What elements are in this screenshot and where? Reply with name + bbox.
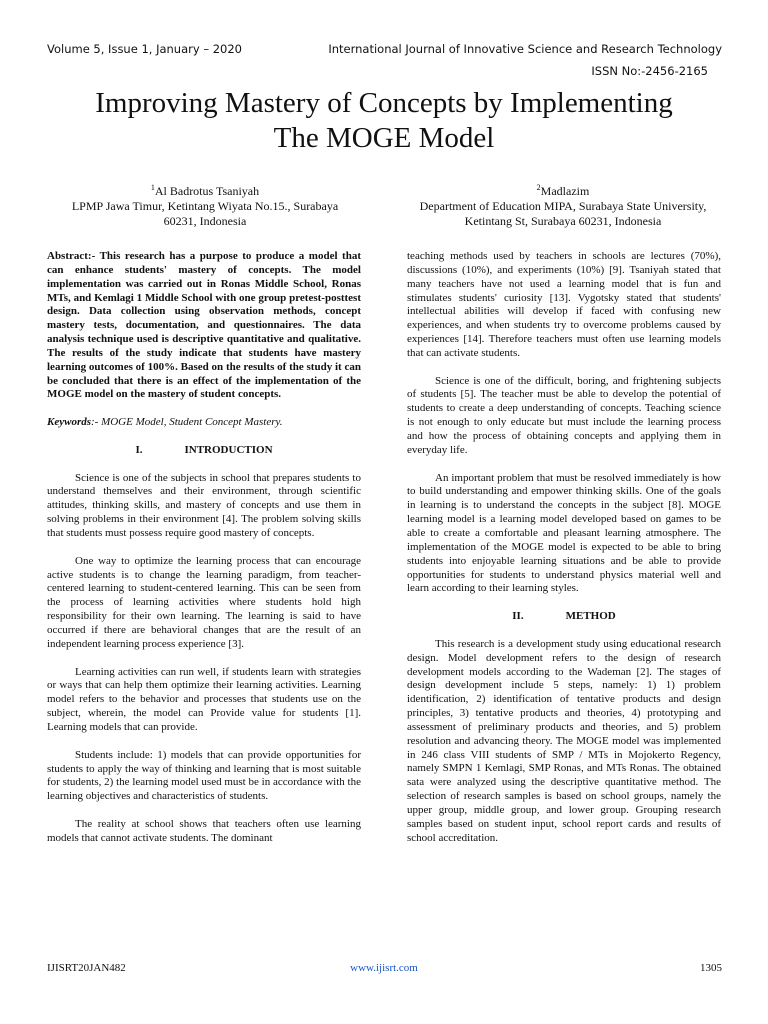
body-paragraph: Science is one of the difficult, boring, and frightening subjects of students [5]. The teacher must be able to develop the potential of students to create a deep understanding of concepts. Teaching science is not enough to only educate but must include the learning process and how the process of obtaining concepts and applying them in everyday life. [407, 374, 721, 456]
right-column [407, 250, 721, 859]
body-paragraph: Science is one of the subjects in school that prepares students to understand themselves and their environment, through scientific attitudes, thinking skills, and mastery of concepts and use them in solving problems in their environment [4]. The problem solving skills that students must possess require good mastery of concepts. [47, 471, 361, 540]
author-2-name: Madlazim [540, 184, 590, 198]
author-1-name: Al Badrotus Tsaniyah [154, 184, 260, 198]
author-1-affil-2: 60231, Indonesia [163, 214, 247, 228]
keywords [47, 416, 361, 430]
section-title: INTRODUCTION [184, 443, 273, 456]
keywords-text: :- MOGE Model, Student Concept Mastery. [91, 416, 283, 429]
section-heading-method [407, 610, 721, 624]
body-paragraph: teaching methods used by teachers in schools are lectures (70%), discussions (10%), and experiments (10%) [9]. Tsaniyah stated that many teachers have not used a learning model that is fun and stimulates students' curiosity [13]. Vygotsky stated that students' intellectual abilities will develop if faced with confusing new experiences, and when students try to overcome problems caused by experiences [14]. Therefore teachers must often use learning models that can activate students. [407, 250, 721, 359]
section-number: II. [512, 610, 524, 623]
author-2-sup: 2 [536, 183, 541, 192]
journal-url-link[interactable]: www.ijisrt.com [350, 962, 418, 974]
title-line-2: The MOGE Model [273, 122, 495, 154]
body-paragraph: One way to optimize the learning process that can encourage active students is to change the learning paradigm, from teacher-centered learning to student-centered learning. This can be seen from the process of learning activities where students hold high responsibility for their own learning. The learning is said to have occurred if there are behavioral changes that are the result of an independent learning process experience [3]. [47, 554, 361, 650]
body-paragraph: An important problem that must be resolved immediately is how to build understanding and empower thinking skills. One of the goals in learning is to understand the concepts in the subject [8]. MOGE learning model is a learning model developed based on games to be able to create a comfortable and pleasant learning atmosphere. The implementation of the MOGE model is expected to be able to bring students into enjoyable learning situations and be able to provide opportunities for students to understand physics material well and learn according to their learning styles. [407, 471, 721, 595]
section-heading-introduction [47, 444, 361, 458]
author-1-sup: 1 [150, 183, 155, 192]
paper-code: IJISRT20JAN482 [47, 962, 126, 974]
author-2-affil-2: Ketintang St, Surabaya 60231, Indonesia [464, 214, 662, 228]
body-paragraph: Students include: 1) models that can provide opportunities for students to apply the way of thinking and learning that is most suitable for students, 2) the learning model used must be in accordance with the learning objectives and characteristics of students. [47, 748, 361, 803]
author-1-name-line [40, 180, 370, 199]
body-paragraph: The reality at school shows that teachers often use learning models that cannot activate students. The dominant [47, 817, 361, 844]
author-1-affil-1: LPMP Jawa Timur, Ketintang Wiyata No.15., Surabaya [71, 199, 339, 213]
page-number: 1305 [700, 962, 722, 974]
section-title: METHOD [565, 610, 616, 623]
keywords-label: Keywords [47, 416, 91, 429]
paper-title [40, 86, 728, 156]
author-1 [40, 180, 370, 229]
author-2 [398, 180, 728, 229]
title-line-1: Improving Mastery of Concepts by Implementing [95, 87, 673, 119]
left-column [47, 250, 361, 860]
method-paragraph: This research is a development study using educational research design. Model development refers to the design of research development models according to the Wademan [2]. The stages of design development include 5 steps, namely: 1) 1) problem identification, 2) identification of tentative products and design principles, 3) tentative products and theories, 4) prototyping and assessment of preliminary products and theories, and 5) problem resolution and advancing theory. The MOGE model was implemented in 246 class VIII students of SMP / MTs in Mojokerto Regency, namely SMPN 1 Kemlagi, SMP Ronas, and MTs Ronas. The obtained sata were analyzed using the descriptive quantitative method. The selection of research samples is based on school groups, namely the upper group, middle group, and lower group. Grouping research samples based on student input, school report cards and results of school accreditation. [407, 637, 721, 844]
author-2-affil-1: Department of Education MIPA, Surabaya State University, [419, 199, 707, 213]
body-paragraph: Learning activities can run well, if students learn with strategies or ways that can help them optimize their learning activities. Learning model refers to the behavior and processes that students use on the subject, wherein, the model can Provide value for students [1]. Learning models that can provide. [47, 665, 361, 733]
author-2-name-line [398, 180, 728, 199]
journal-name: International Journal of Innovative Science and Research Technology [328, 42, 722, 56]
issn: ISSN No:-2456-2165 [591, 64, 708, 78]
volume-issue: Volume 5, Issue 1, January – 2020 [47, 42, 243, 56]
abstract: Abstract:- This research has a purpose to produce a model that can enhance students' mastery of concepts. The model implementation was carried out in Ronas Middle School, Ronas MTs, and Kemlagi 1 Middle School with one group pretest-posttest design. Data collection using observation methods, concept mastery tests, documentation, and questionnaires. The data analysis technique used is descriptive quantitative and qualitative. The results of the study indicate that students have mastery learning outcomes of 100%. Based on the results of the study it can be concluded that there is an effect of the implementation of the MOGE model on the mastery of student concepts. [47, 250, 361, 401]
section-number: I. [135, 443, 143, 456]
